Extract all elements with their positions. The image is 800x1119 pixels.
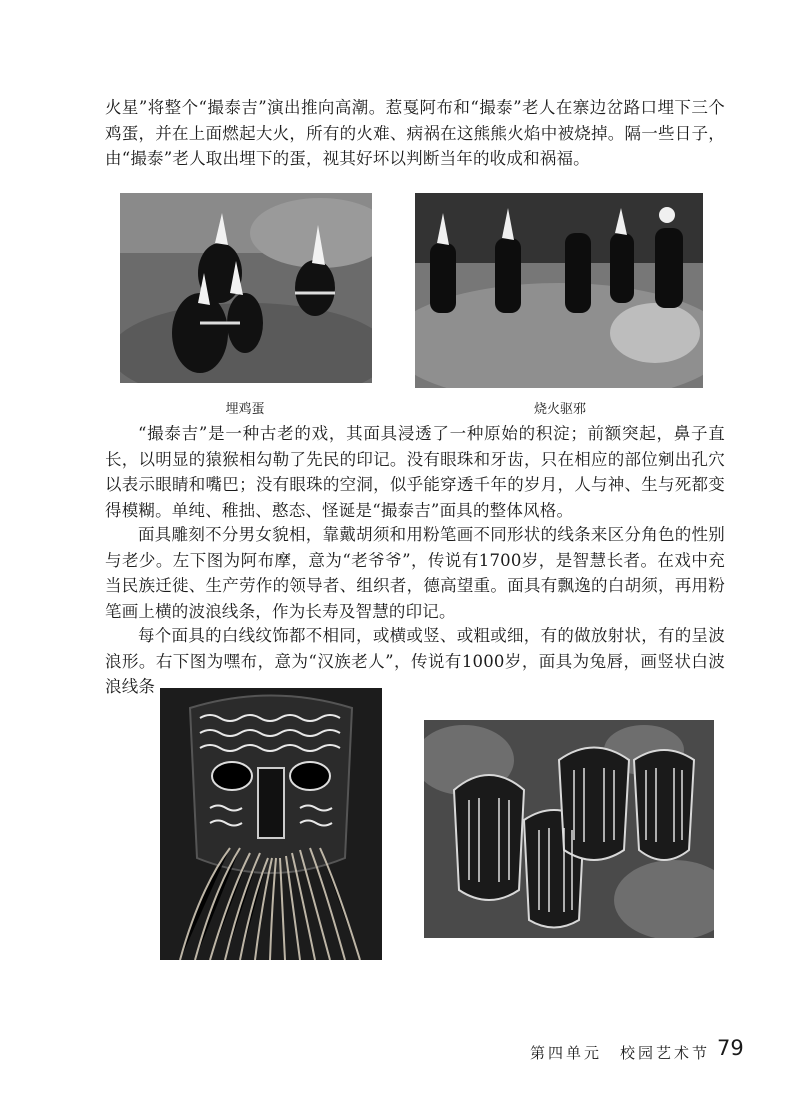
caption-left: 埋鸡蛋 [225, 402, 265, 417]
photo-hebu-masks [424, 720, 714, 938]
paragraph-3: 面具雕刻不分男女貌相，靠戴胡须和用粉笔画不同形状的线条来区分角色的性别与老少。左下图为阿布摩，意为“老爷爷”，传说有1700岁，是智慧长者。在戏中充当民族迁徙、生产劳作的领导者、组织者，德高望重。面具有飘逸的白胡须，再用粉笔画上横的波浪线条，作为长寿及智慧的印记。 [105, 525, 725, 621]
footer-unit-title: 第四单元 校园艺术节 [529, 1044, 710, 1062]
page-number: 79 [717, 1036, 744, 1060]
photo-abumo-mask [160, 688, 382, 960]
paragraph-1: 火星”将整个“撮泰吉”演出推向高潮。惹戛阿布和“撮泰”老人在寨边岔路口埋下三个鸡蛋，并在上面燃起大火，所有的火难、病祸在这熊熊火焰中被烧掉。隔一些日子，由“撮泰”老人取出埋下的蛋，视其好坏以判断当年的收成和祸福。 [105, 98, 725, 168]
paragraph-4: 每个面具的白线纹饰都不相同，或横或竖、或粗或细，有的做放射状，有的呈波浪形。右下图为嘿布，意为“汉族老人”，传说有1000岁，面具为兔唇，画竖状白波浪线条 [105, 626, 725, 696]
paragraph-2: “撮泰吉”是一种古老的戏，其面具浸透了一种原始的积淀；前额突起，鼻子直长，以明显的猿猴相勾勒了先民的印记。没有眼珠和牙齿，只在相应的部位剜出孔穴以表示眼睛和嘴巴；没有眼珠的空洞，似乎能穿透千年的岁月，人与神、生与死都变得模糊。单纯、稚拙、憨态、怪诞是“撮泰吉”面具的整体风格。 [105, 424, 725, 520]
photo-burning-fire [415, 193, 703, 388]
caption-right: 烧火驱邪 [533, 402, 586, 417]
photo-burying-eggs [120, 193, 372, 383]
